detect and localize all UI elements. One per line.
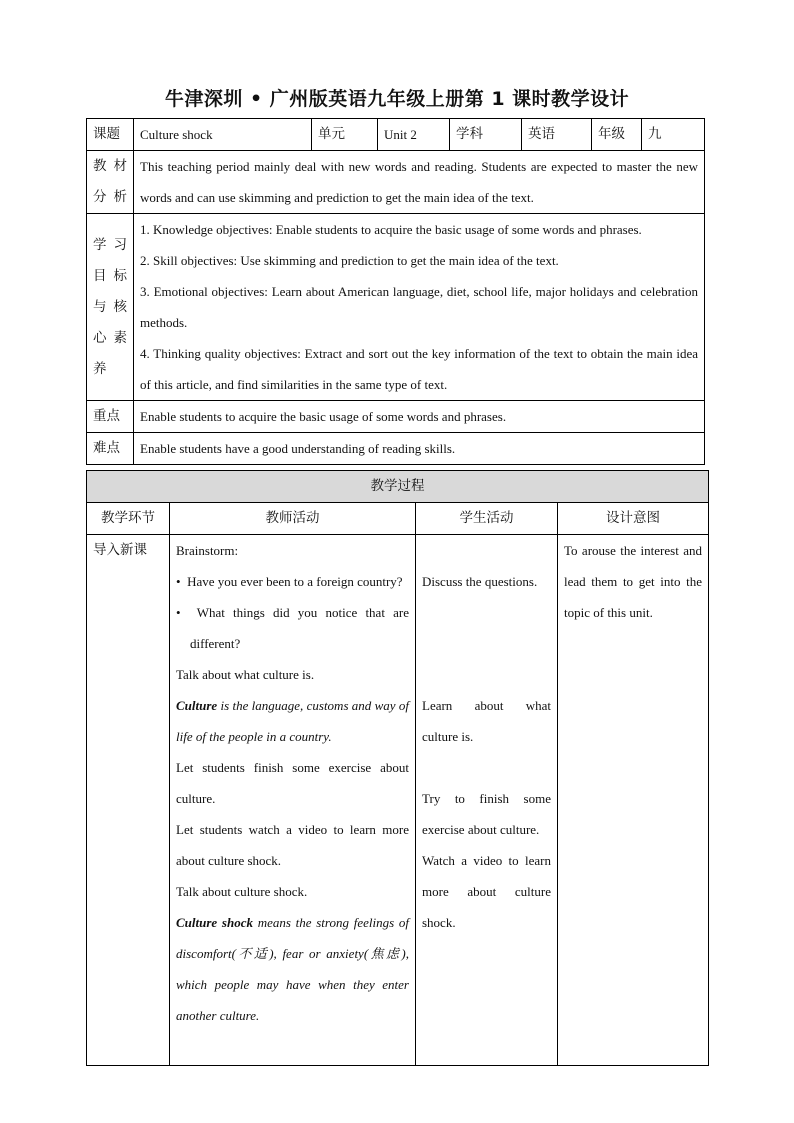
- info-row: [87, 119, 705, 151]
- bullet-icon: •: [176, 605, 181, 620]
- grade-value: 九: [642, 119, 705, 151]
- talk-culture: Talk about what culture is.: [176, 667, 315, 682]
- teaching-process-table: [86, 470, 709, 1066]
- objective-item: 1. Knowledge objectives: Enable students to acquire the basic usage of some words and phrases.: [140, 222, 642, 237]
- student-activity: [416, 535, 558, 1066]
- objectives-row: [87, 214, 705, 401]
- column-intent: 设计意图: [558, 503, 709, 535]
- culture-shock-definition: Culture shock means the strong feelings of discomfort(不适), fear or anxiety(焦虑), which people may have when they enter another culture.: [176, 915, 409, 1023]
- unit-value: Unit 2: [378, 119, 450, 151]
- question-item: • Have you ever been to a foreign country?: [176, 574, 403, 589]
- student-exercise: Try to finish some exercise about culture.: [422, 791, 551, 837]
- course-info-table: [86, 118, 705, 465]
- topic-value: Culture shock: [134, 119, 312, 151]
- subject-value: 英语: [522, 119, 592, 151]
- unit-label: 单元: [312, 119, 378, 151]
- student-discuss: Discuss the questions.: [422, 574, 538, 589]
- grade-label: 年级: [592, 119, 642, 151]
- analysis-row: [87, 151, 705, 214]
- objective-item: 2. Skill objectives: Use skimming and prediction to get the main idea of the text.: [140, 253, 559, 268]
- analysis-text: This teaching period mainly deal with new words and reading. Students are expected to master the new words and can use skimming and prediction to get the main idea of the text.: [134, 151, 705, 214]
- teacher-activity: [170, 535, 416, 1066]
- bullet-icon: •: [176, 574, 181, 589]
- stage-cell: 导入新课: [87, 535, 170, 1066]
- difficult-point-row: [87, 433, 705, 465]
- column-stage: 教学环节: [87, 503, 170, 535]
- talk-culture-shock: Talk about culture shock.: [176, 884, 308, 899]
- video-instruction: Let students watch a video to learn more about culture shock.: [176, 822, 409, 868]
- analysis-label: 教 材 分析: [87, 151, 134, 214]
- culture-definition: Culture is the language, customs and way of life of the people in a country.: [176, 698, 409, 744]
- exercise-instruction: Let students finish some exercise about culture.: [176, 760, 409, 806]
- key-label: 重点: [87, 401, 134, 433]
- column-teacher: 教师活动: [170, 503, 416, 535]
- topic-label: 课题: [87, 119, 134, 151]
- brainstorm-label: Brainstorm:: [176, 543, 239, 558]
- difficult-text: Enable students have a good understanding of reading skills.: [134, 433, 705, 465]
- objectives-label: 学习 目 标 与 核 心 素 养: [87, 214, 134, 401]
- key-text: Enable students to acquire the basic usage of some words and phrases.: [134, 401, 705, 433]
- student-learn: Learn about what culture is.: [422, 698, 551, 744]
- student-video: Watch a video to learn more about culture shock.: [422, 853, 551, 930]
- process-header: 教学过程: [87, 471, 709, 503]
- process-header-row: [87, 471, 709, 503]
- design-intent: To arouse the interest and lead them to get into the topic of this unit.: [558, 535, 709, 1066]
- difficult-label: 难点: [87, 433, 134, 465]
- page-title: 牛津深圳 • 广州版英语九年级上册第 1 课时教学设计: [164, 88, 630, 110]
- objectives-list: [134, 214, 705, 401]
- key-point-row: [87, 401, 705, 433]
- question-item: • What things did you notice that are different?: [176, 605, 409, 651]
- subject-label: 学科: [450, 119, 522, 151]
- column-student: 学生活动: [416, 503, 558, 535]
- objective-item: 3. Emotional objectives: Learn about American language, diet, school life, major holidays and celebration methods.: [140, 284, 698, 330]
- process-columns-row: [87, 503, 709, 535]
- objective-item: 4. Thinking quality objectives: Extract and sort out the key information of the text to obtain the main idea of this article, and find similarities in the same type of text.: [140, 346, 698, 392]
- lead-in-row: [87, 535, 709, 1066]
